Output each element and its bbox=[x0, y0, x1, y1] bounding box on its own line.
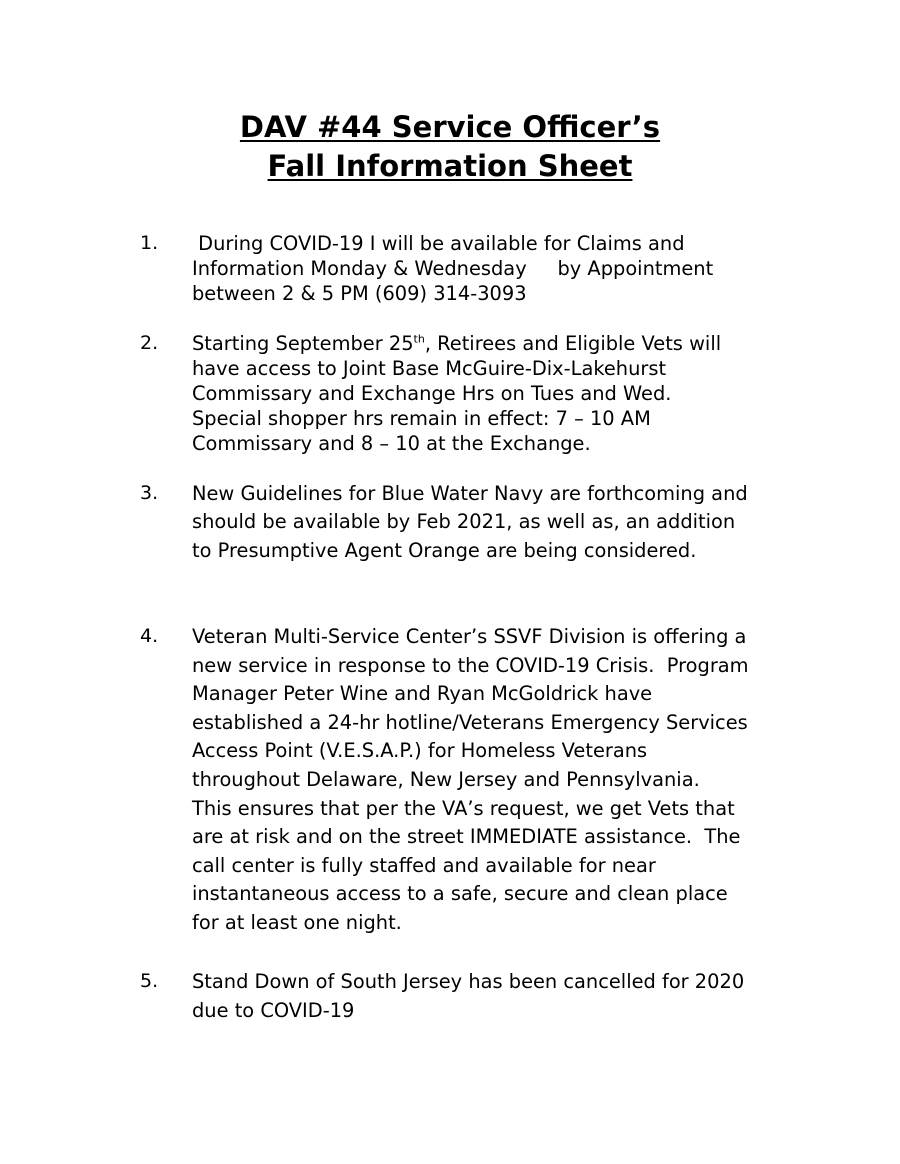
item-text-line: established a 24-hr hotline/Veterans Emergency Services bbox=[192, 711, 748, 734]
item-number: 1. bbox=[140, 232, 159, 254]
item-text-line: to Presumptive Agent Orange are being considered. bbox=[192, 539, 697, 562]
item-text-line: instantaneous access to a safe, secure and clean place bbox=[192, 882, 728, 905]
item-text-line: This ensures that per the VA’s request, we get Vets that bbox=[192, 797, 735, 820]
item-text-line: Stand Down of South Jersey has been cancelled for 2020 bbox=[192, 970, 745, 993]
item-text-line: have access to Joint Base McGuire-Dix-Lakehurst bbox=[192, 357, 667, 380]
page-title-line-2: Fall Information Sheet bbox=[267, 149, 633, 183]
item-number: 4. bbox=[140, 625, 159, 647]
item-text-line: due to COVID-19 bbox=[192, 999, 355, 1022]
item-text-segment: Starting September 25 bbox=[192, 332, 414, 355]
item-text-line: should be available by Feb 2021, as well as, an addition bbox=[192, 510, 736, 533]
page-title-line-1: DAV #44 Service Officer’s bbox=[239, 110, 661, 144]
item-text-line: During COVID-19 I will be available for Claims and bbox=[192, 232, 685, 255]
item-text-line: Veteran Multi-Service Center’s SSVF Division is offering a bbox=[192, 625, 747, 648]
item-number: 5. bbox=[140, 970, 159, 992]
item-text-line: call center is fully staffed and available for near bbox=[192, 854, 656, 877]
item-text-line: Access Point (V.E.S.A.P.) for Homeless Veterans bbox=[192, 739, 648, 762]
item-text-line: Manager Peter Wine and Ryan McGoldrick have bbox=[192, 682, 653, 705]
item-text-line bbox=[192, 331, 721, 356]
item-text-line: for at least one night. bbox=[192, 911, 402, 934]
item-text-segment: , Retirees and Eligible Vets will bbox=[424, 332, 722, 355]
item-number: 3. bbox=[140, 482, 159, 504]
item-text-line: throughout Delaware, New Jersey and Pennsylvania. bbox=[192, 768, 700, 791]
item-text-line: Commissary and Exchange Hrs on Tues and Wed. bbox=[192, 382, 672, 405]
item-text-line: Special shopper hrs remain in effect: 7 – 10 AM bbox=[192, 407, 651, 430]
item-text-line: new service in response to the COVID-19 Crisis. Program bbox=[192, 654, 749, 677]
item-text-line: are at risk and on the street IMMEDIATE assistance. The bbox=[192, 825, 741, 848]
ordinal-superscript: th bbox=[413, 332, 425, 346]
item-text-line: between 2 & 5 PM (609) 314-3093 bbox=[192, 282, 527, 305]
item-number: 2. bbox=[140, 332, 159, 354]
item-text-line: New Guidelines for Blue Water Navy are forthcoming and bbox=[192, 482, 748, 505]
item-text-line: Information Monday & Wednesday by Appointment bbox=[192, 257, 714, 280]
item-text-line: Commissary and 8 – 10 at the Exchange. bbox=[192, 432, 591, 455]
